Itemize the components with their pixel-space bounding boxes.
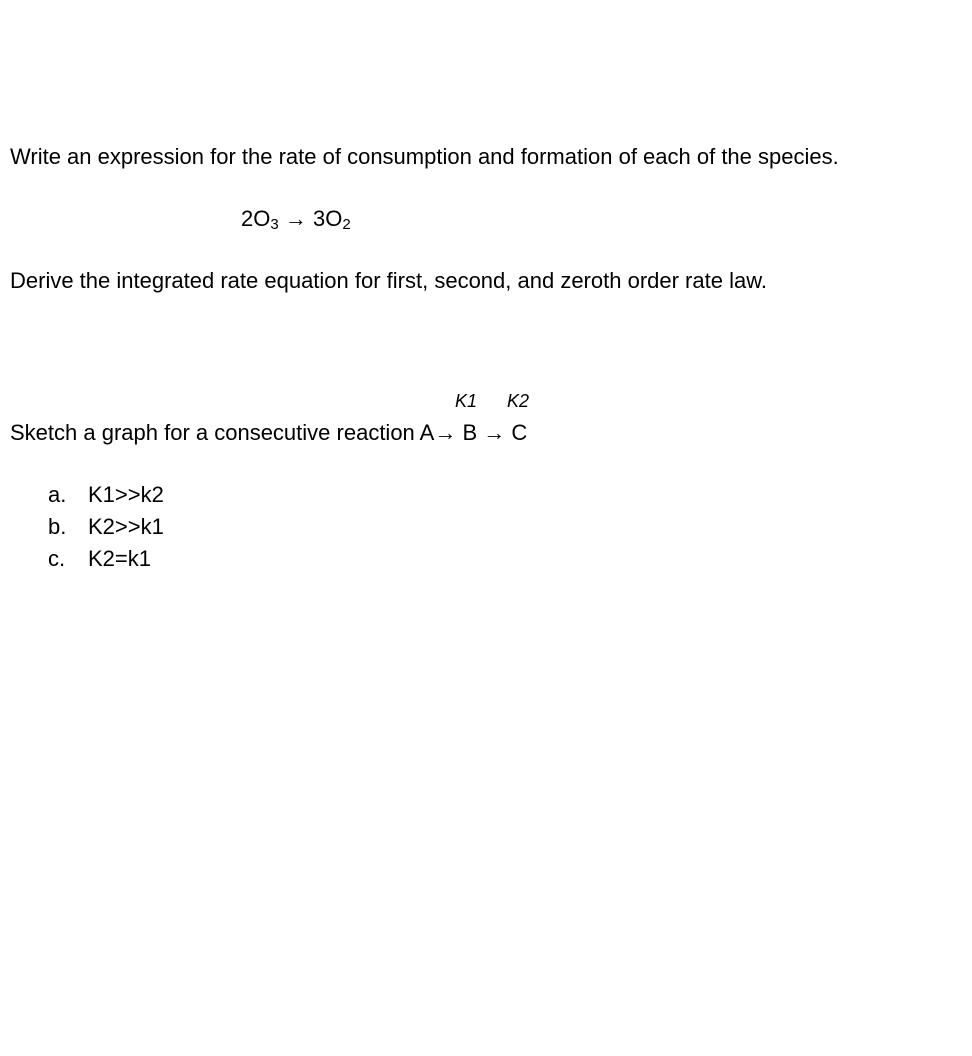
list-marker: a. [48, 482, 67, 507]
list-marker: c. [48, 546, 66, 571]
list-item [48, 548, 151, 570]
reaction-arrow: → [284, 206, 307, 231]
question-rate-expression: Write an expression for the rate of consumption and formation of each of the species. [10, 144, 839, 169]
k1-label: K1 [455, 391, 478, 411]
list-item [48, 516, 164, 538]
list-item [48, 484, 164, 506]
ozone-equation [241, 206, 351, 233]
reactant-subscript: 3 [270, 216, 279, 233]
product-subscript: 2 [342, 216, 351, 233]
list-marker: b. [48, 514, 67, 539]
list-text: K1>>k2 [88, 482, 164, 507]
list-text: K2>>k1 [88, 514, 164, 539]
reactant: 2O [241, 206, 271, 231]
k2-label: K2 [507, 391, 530, 411]
rate-constant-labels [455, 392, 529, 410]
list-text: K2=k1 [88, 546, 151, 571]
question-consecutive-reaction: Sketch a graph for a consecutive reaction A→ B → C [10, 420, 528, 445]
product: 3O [312, 206, 343, 231]
question-integrated-rate: Derive the integrated rate equation for first, second, and zeroth order rate law. [10, 268, 767, 293]
